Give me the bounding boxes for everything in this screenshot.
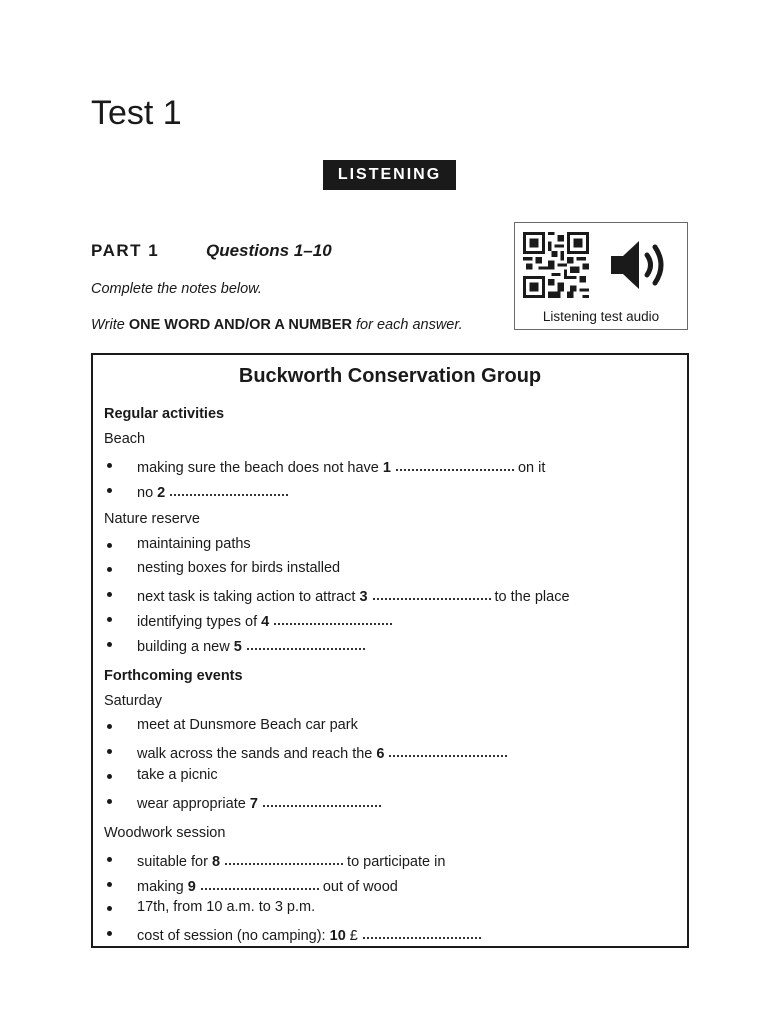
list-item: nesting boxes for birds installed <box>137 560 341 576</box>
list-item: no 2 <box>137 481 292 501</box>
answer-blank-5[interactable] <box>247 634 365 650</box>
answer-blank-9[interactable] <box>201 874 319 890</box>
section-badge: LISTENING <box>323 160 456 190</box>
answer-blank-8[interactable] <box>225 849 343 865</box>
audio-caption: Listening test audio <box>542 309 660 324</box>
notes-box <box>91 353 689 948</box>
list-item: building a new 5 <box>137 635 369 655</box>
part-label: PART 1 <box>91 241 160 260</box>
saturday-label: Saturday <box>104 693 163 709</box>
list-item: walk across the sands and reach the 6 <box>137 742 511 762</box>
woodwork-session-label: Woodwork session <box>104 825 226 841</box>
regular-activities-heading: Regular activities <box>104 406 225 422</box>
list-item: suitable for 8 to participate in <box>137 850 445 870</box>
answer-blank-4[interactable] <box>274 609 392 625</box>
list-item: take a picnic <box>137 767 218 783</box>
audio-panel[interactable] <box>514 222 688 330</box>
list-item: cost of session (no camping): 10 £ <box>137 924 485 944</box>
list-item: maintaining paths <box>137 536 251 552</box>
test-title: Test 1 <box>91 94 182 132</box>
forthcoming-events-heading: Forthcoming events <box>104 668 243 684</box>
speaker-icon[interactable] <box>609 237 669 293</box>
list-item: next task is taking action to attract 3 to the place <box>137 585 570 605</box>
answer-blank-6[interactable] <box>389 741 507 757</box>
answer-blank-3[interactable] <box>373 584 491 600</box>
list-item: making 9 out of wood <box>137 875 398 895</box>
list-item: 17th, from 10 a.m. to 3 p.m. <box>137 899 316 915</box>
answer-blank-7[interactable] <box>263 791 381 807</box>
list-item: identifying types of 4 <box>137 610 396 630</box>
answer-blank-2[interactable] <box>170 480 288 496</box>
qr-code-icon[interactable] <box>523 232 589 298</box>
beach-label: Beach <box>104 431 146 447</box>
list-item: making sure the beach does not have 1 on it <box>137 456 545 476</box>
notes-title: Buckworth Conservation Group <box>238 365 542 387</box>
list-item: meet at Dunsmore Beach car park <box>137 717 358 733</box>
answer-blank-10[interactable] <box>363 923 481 939</box>
answer-blank-1[interactable] <box>396 455 514 471</box>
instruction-complete: Complete the notes below. <box>91 281 262 297</box>
list-item: wear appropriate 7 <box>137 792 385 812</box>
nature-reserve-label: Nature reserve <box>104 511 200 527</box>
questions-label: Questions 1–10 <box>206 241 332 260</box>
instruction-write: Write ONE WORD AND/OR A NUMBER for each answer. <box>91 317 463 333</box>
instruction-emphasis: ONE WORD AND/OR A NUMBER <box>128 317 352 333</box>
